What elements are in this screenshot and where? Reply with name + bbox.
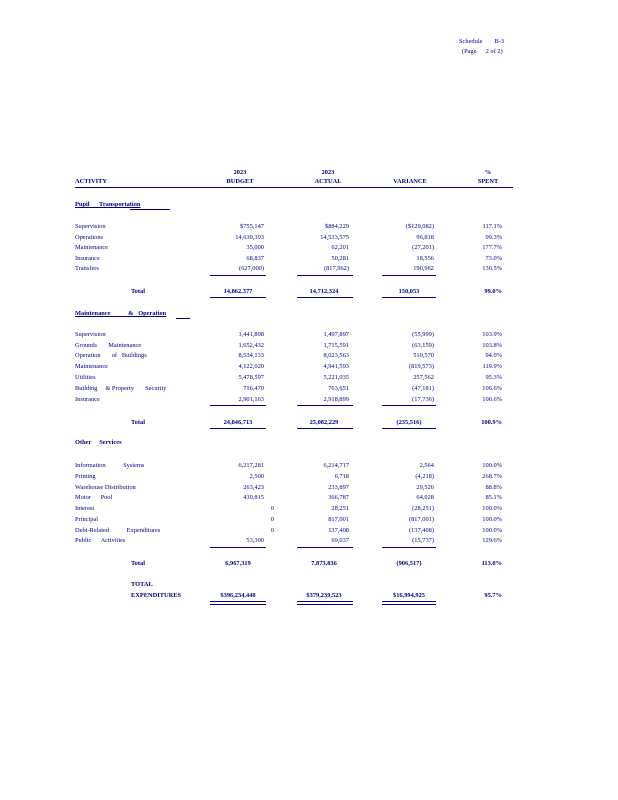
row-actual: 137,408 xyxy=(328,527,349,534)
row-spent: 100.0% xyxy=(482,505,502,512)
grand-total-double-rule xyxy=(382,601,436,605)
actual-year-header: 2023 xyxy=(321,169,335,176)
row-spent: 103.9% xyxy=(482,331,502,338)
row-spent: 119.9% xyxy=(482,363,502,370)
total-rule xyxy=(297,297,353,298)
subtotal-rule xyxy=(297,275,353,276)
total-rule xyxy=(382,428,436,429)
row-actual: 6,214,717 xyxy=(323,462,349,469)
schedule-label: Schedule B-3 xyxy=(459,38,505,45)
row-label: Maintenance xyxy=(75,244,109,251)
total-actual: 7,873,836 xyxy=(311,560,337,567)
row-label: Information Systems xyxy=(75,462,145,469)
budget-year-header: 2023 xyxy=(233,169,247,176)
row-spent: 117.1% xyxy=(482,223,502,230)
row-budget: 0 xyxy=(270,516,274,523)
row-label: Utilities xyxy=(75,374,96,381)
subtotal-rule xyxy=(210,405,266,406)
row-spent: 100.0% xyxy=(482,527,502,534)
row-budget: 35,000 xyxy=(246,244,264,251)
row-budget: 5,478,597 xyxy=(238,374,264,381)
row-actual: 763,651 xyxy=(328,385,349,392)
row-label: Debt-Related Expenditures xyxy=(75,527,161,534)
row-variance: 96,818 xyxy=(416,234,434,241)
row-actual: 817,001 xyxy=(328,516,349,523)
row-budget: 2,901,163 xyxy=(238,396,264,403)
row-actual: 2,918,899 xyxy=(323,396,349,403)
row-budget: 6,217,281 xyxy=(238,462,264,469)
row-actual: 1,715,591 xyxy=(323,342,349,349)
row-variance: ($129,082) xyxy=(405,223,434,230)
row-spent: 95.3% xyxy=(485,374,502,381)
grand-total-double-rule xyxy=(297,601,353,605)
row-spent: 129.6% xyxy=(482,537,502,544)
row-actual: 366,787 xyxy=(328,494,349,501)
total-variance: 150,053 xyxy=(398,288,420,295)
row-actual: $884,229 xyxy=(325,223,349,230)
row-actual: 5,221,035 xyxy=(323,374,349,381)
variance-header: VARIANCE xyxy=(393,178,427,185)
total-spent: 100.9% xyxy=(481,419,502,426)
row-label: Interest xyxy=(75,505,95,512)
subtotal-rule xyxy=(382,547,436,548)
row-spent: 100.6% xyxy=(482,396,502,403)
section-title: Other Services xyxy=(75,439,122,446)
total-spent: 99.0% xyxy=(484,288,502,295)
row-spent: 85.1% xyxy=(485,494,502,501)
row-variance: (17,736) xyxy=(412,396,434,403)
row-actual: 6,718 xyxy=(334,473,349,480)
row-label: Motor Pool xyxy=(75,494,113,501)
row-budget: 0 xyxy=(270,527,274,534)
subtotal-rule xyxy=(382,275,436,276)
total-budget: 14,862,377 xyxy=(223,288,253,295)
actual-header: ACTUAL xyxy=(314,178,342,185)
row-label: Insurance xyxy=(75,255,100,262)
subtotal-rule xyxy=(210,275,266,276)
total-actual: 25,082,229 xyxy=(309,419,339,426)
row-budget: 0 xyxy=(270,505,274,512)
row-budget: 1,441,898 xyxy=(238,331,264,338)
row-variance: 510,570 xyxy=(413,352,434,359)
row-label: Warehouse Distribution xyxy=(75,484,136,491)
row-budget: 1,652,432 xyxy=(238,342,264,349)
grand-total-budget: $396,234,448 xyxy=(220,592,256,599)
section-title: Pupil Transportation xyxy=(75,201,141,208)
section-title: Maintenance & Operation xyxy=(75,310,167,317)
total-budget: 24,846,713 xyxy=(223,419,253,426)
row-actual: 50,281 xyxy=(331,255,349,262)
row-label: Printing xyxy=(75,473,96,480)
row-spent: 177.7% xyxy=(482,244,502,251)
row-spent: 100.0% xyxy=(482,516,502,523)
page-indicator: (Page 2 of 2) xyxy=(462,48,503,55)
row-actual: 69,037 xyxy=(331,537,349,544)
row-variance: (4,218) xyxy=(415,473,434,480)
row-actual: 4,941,593 xyxy=(323,363,349,370)
row-budget: 716,470 xyxy=(243,385,264,392)
row-label: Operation of Buildings xyxy=(75,352,147,359)
row-variance: (63,159) xyxy=(412,342,434,349)
row-variance: (28,251) xyxy=(412,505,434,512)
total-rule xyxy=(297,428,353,429)
row-label: Supervision xyxy=(75,331,106,338)
activity-header: ACTIVITY xyxy=(75,178,107,185)
row-label: Public Activities xyxy=(75,537,126,544)
row-budget: 4,122,020 xyxy=(238,363,264,370)
row-budget: 53,300 xyxy=(246,537,264,544)
budget-header: BUDGET xyxy=(226,178,254,185)
spent-header: SPENT xyxy=(477,178,499,185)
total-spent: 113.0% xyxy=(481,560,502,567)
row-label: Building & Property Security xyxy=(75,385,167,392)
row-budget: (627,000) xyxy=(238,265,264,272)
row-label: Maintenance xyxy=(75,363,109,370)
row-label: Supervision xyxy=(75,223,106,230)
total-label: Total xyxy=(131,288,145,295)
row-variance: (15,737) xyxy=(412,537,434,544)
row-actual: 62,201 xyxy=(331,244,349,251)
total-label: Total xyxy=(131,419,145,426)
subtotal-rule xyxy=(297,405,353,406)
total-variance: (235,516) xyxy=(396,419,422,426)
row-variance: (47,181) xyxy=(412,385,434,392)
row-actual: (817,962) xyxy=(323,265,349,272)
total-budget: 6,967,319 xyxy=(225,560,251,567)
total-rule xyxy=(382,297,436,298)
row-variance: (27,201) xyxy=(412,244,434,251)
row-spent: 99.3% xyxy=(485,234,502,241)
row-variance: (817,001) xyxy=(408,516,434,523)
row-variance: 257,562 xyxy=(413,374,434,381)
row-label: Principal xyxy=(75,516,99,523)
row-variance: (55,999) xyxy=(412,331,434,338)
row-variance: 29,526 xyxy=(416,484,434,491)
row-variance: (137,408) xyxy=(408,527,434,534)
row-variance: 18,556 xyxy=(416,255,434,262)
row-actual: 14,533,575 xyxy=(320,234,349,241)
row-budget: 430,815 xyxy=(243,494,264,501)
row-variance: 190,962 xyxy=(413,265,434,272)
section-title-rule xyxy=(130,209,170,210)
grand-total-label-2: EXPENDITURES xyxy=(131,592,182,599)
row-label: Grounds Maintenance xyxy=(75,342,142,349)
row-spent: 106.6% xyxy=(482,385,502,392)
row-spent: 73.0% xyxy=(485,255,502,262)
grand-total-actual: $379,239,523 xyxy=(306,592,342,599)
row-spent: 130.5% xyxy=(482,265,502,272)
grand-total-double-rule xyxy=(210,601,266,605)
row-spent: 103.8% xyxy=(482,342,502,349)
total-label: Total xyxy=(131,560,145,567)
total-variance: (906,517) xyxy=(396,560,422,567)
row-spent: 100.0% xyxy=(482,462,502,469)
subtotal-rule xyxy=(297,547,353,548)
row-budget: 263,423 xyxy=(243,484,264,491)
row-budget: 2,500 xyxy=(249,473,264,480)
row-label: Transfers xyxy=(75,265,99,272)
row-variance: (819,573) xyxy=(408,363,434,370)
section-title-rule xyxy=(176,318,190,319)
grand-total-variance: $16,994,925 xyxy=(393,592,425,599)
grand-total-label-1: TOTAL xyxy=(131,581,153,588)
total-actual: 14,712,324 xyxy=(309,288,339,295)
header-rule xyxy=(75,187,513,188)
row-label: Insurance xyxy=(75,396,100,403)
row-label: Operations xyxy=(75,234,104,241)
row-budget: $755,147 xyxy=(240,223,264,230)
total-rule xyxy=(210,428,266,429)
row-budget: 68,837 xyxy=(246,255,264,262)
row-actual: 233,897 xyxy=(328,484,349,491)
row-variance: 2,564 xyxy=(419,462,434,469)
subtotal-rule xyxy=(382,405,436,406)
row-actual: 1,497,897 xyxy=(323,331,349,338)
row-actual: 8,023,563 xyxy=(323,352,349,359)
spent-pct-header: % xyxy=(484,169,492,176)
row-budget: 14,630,393 xyxy=(235,234,264,241)
row-actual: 28,251 xyxy=(331,505,349,512)
subtotal-rule xyxy=(210,547,266,548)
total-rule xyxy=(210,297,266,298)
grand-total-spent: 95.7% xyxy=(484,592,502,599)
row-spent: 88.8% xyxy=(485,484,502,491)
row-spent: 94.0% xyxy=(485,352,502,359)
row-spent: 268.7% xyxy=(482,473,502,480)
row-variance: 64,028 xyxy=(416,494,434,501)
row-budget: 8,534,133 xyxy=(238,352,264,359)
